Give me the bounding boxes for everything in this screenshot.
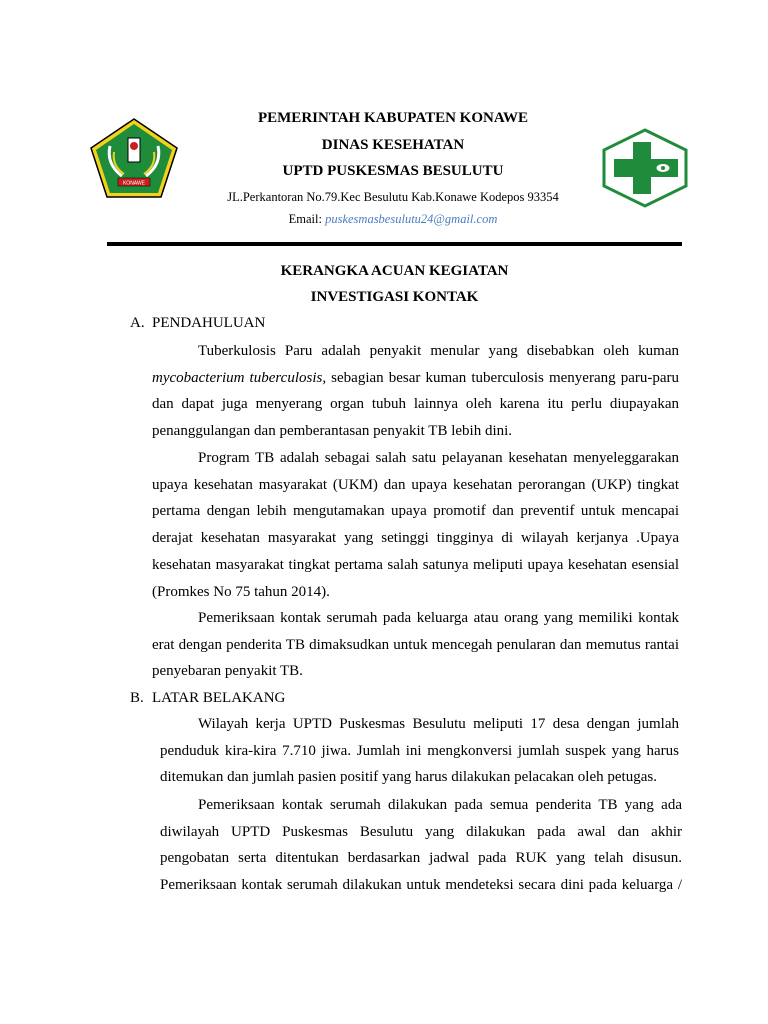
- text-line: Pemeriksaan kontak serumah dilakukan untuk mendeteksi secara dini pada keluarga /: [160, 877, 682, 894]
- letterhead-institution: UPTD PUSKESMAS BESULUTU: [282, 163, 504, 179]
- text-line: diwilayah UPTD Puskesmas Besulutu yang dilakukan pada awal dan akhir: [160, 823, 682, 840]
- text-line-italic: mycobacterium tuberculosis,: [152, 369, 327, 386]
- letterhead-address: JL.Perkantoran No.79.Kec Besulutu Kab.Konawe Kodepos 93354: [227, 190, 559, 204]
- text-line: Tuberkulosis Paru adalah penyakit menular yang disebabkan oleh kuman: [198, 343, 679, 359]
- text-line: ditemukan dan jumlah pasien positif yang harus dilakukan pelacakan oleh petugas.: [160, 769, 657, 786]
- section-b-paragraph-2: [160, 792, 682, 899]
- text-line: sebagian besar kuman tuberculosis menyerang paru-paru: [326, 369, 679, 386]
- text-line: (Promkes No 75 tahun 2014).: [152, 583, 330, 600]
- section-a-label: PENDAHULUAN: [152, 315, 266, 331]
- email-link[interactable]: puskesmasbesulutu24@gmail.com: [325, 212, 498, 226]
- email-label: Email:: [288, 212, 326, 226]
- text-line: upaya kesehatan masyarakat (UKM) dan upaya kesehatan perorangan (UKP) tingkat: [152, 476, 679, 493]
- text-line: pertama dengan lebih mengutamakan upaya promotif dan preventif untuk mencapai: [152, 503, 679, 520]
- letterhead-department: DINAS KESEHATAN: [321, 137, 465, 153]
- document-title: KERANGKA ACUAN KEGIATAN: [280, 263, 509, 279]
- section-b-label: LATAR BELAKANG: [152, 690, 286, 706]
- letterhead-government: PEMERINTAH KABUPATEN KONAWE: [257, 110, 528, 126]
- text-line: penanggulangan dan pemberantasan penyakit TB lebih dini.: [152, 423, 513, 440]
- text-line: penyebaran penyakit TB.: [152, 663, 303, 680]
- letterhead-divider: [107, 242, 682, 246]
- section-b-letter: B.: [130, 690, 144, 706]
- section-a-paragraph-3: [152, 605, 679, 685]
- text-line: penduduk kira-kira 7.710 jiwa. Jumlah ini mengkonversi jumlah suspek yang harus: [160, 742, 679, 759]
- text-line: erat dengan penderita TB dimaksudkan untuk mencegah penularan dan memutus rantai: [152, 636, 679, 653]
- konawe-regency-emblem-icon: [88, 116, 180, 200]
- text-line: Pemeriksaan kontak serumah pada keluarga atau orang yang memiliki kontak: [198, 610, 679, 626]
- text-line: pengobatan serta ditentukan berdasarkan jadwal pada RUK yang telah disusun.: [160, 850, 682, 867]
- text-line: Wilayah kerja UPTD Puskesmas Besulutu meliputi 17 desa dengan jumlah: [198, 716, 679, 732]
- document-subtitle: INVESTIGASI KONTAK: [310, 289, 479, 305]
- text-line: derajat kesehatan masyarakat yang setinggi tingginya di wilayah kerjanya .Upaya: [152, 530, 679, 547]
- section-a-paragraph-2: [152, 445, 679, 605]
- letterhead-email-line: [200, 212, 586, 227]
- emblem-banner-text: KONAWE: [122, 180, 146, 187]
- section-b-paragraph-1: [160, 711, 679, 791]
- text-line: dan dapat juga menyerang organ tubuh lainnya oleh karena itu perlu diupayakan: [152, 396, 679, 413]
- section-a-paragraph-1: [152, 338, 679, 445]
- text-line: kesehatan masyarakat tingkat pertama salah satunya meliputi upaya kesehatan esensial: [152, 556, 679, 573]
- puskesmas-logo-icon: [600, 128, 690, 208]
- text-line: Pemeriksaan kontak serumah dilakukan pada semua penderita TB yang ada: [198, 797, 682, 813]
- section-a-letter: A.: [130, 315, 145, 331]
- text-line: Program TB adalah sebagai salah satu pelayanan kesehatan menyeleggarakan: [198, 450, 679, 466]
